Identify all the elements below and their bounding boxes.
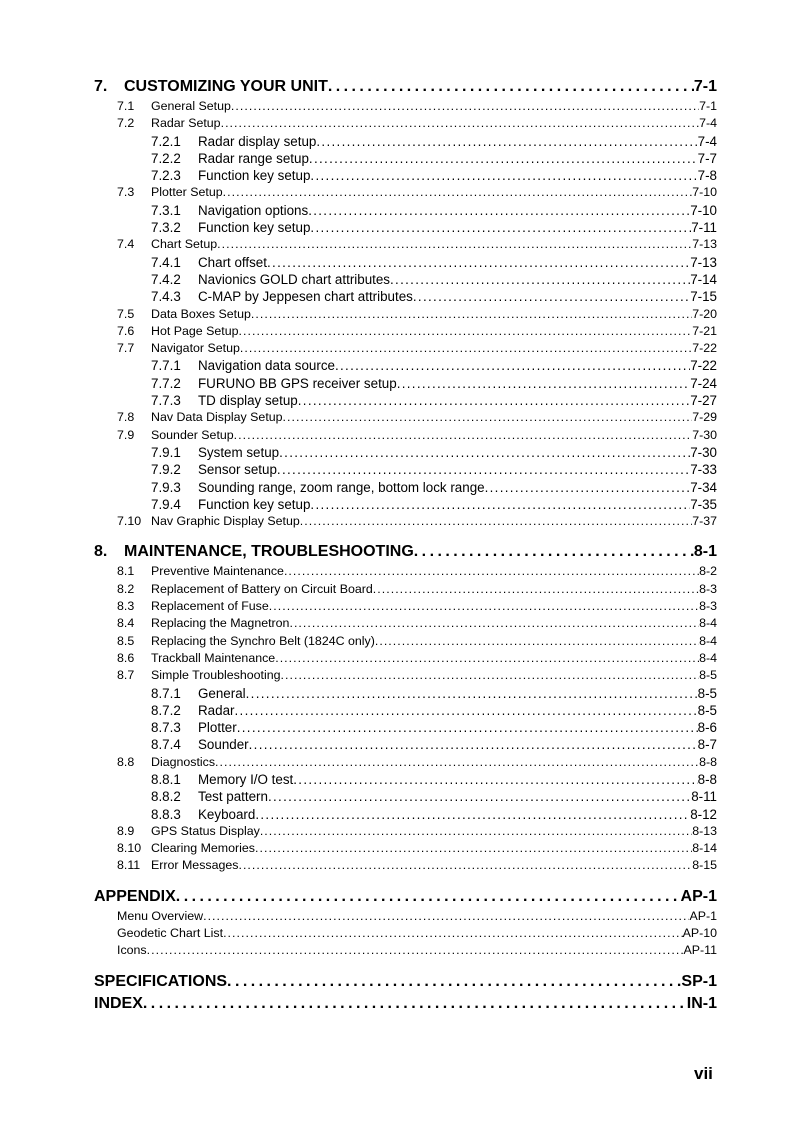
toc-entry-page: 7-22 bbox=[692, 341, 717, 356]
dot-leader bbox=[310, 219, 691, 236]
toc-entry bbox=[94, 236, 717, 253]
dot-leader bbox=[237, 719, 698, 736]
toc-entry bbox=[94, 115, 717, 132]
toc-entry-page: 8-11 bbox=[691, 789, 717, 805]
toc-entry-page: AP-1 bbox=[680, 887, 717, 905]
dot-leader bbox=[281, 667, 700, 684]
toc-entry bbox=[94, 202, 717, 219]
toc-entry-title: Function key setup bbox=[198, 496, 311, 512]
toc-entry-title: Radar range setup bbox=[198, 150, 309, 166]
dot-leader bbox=[308, 202, 690, 219]
toc-entry-number: 7.4.2 bbox=[151, 271, 181, 287]
toc-entry bbox=[94, 840, 717, 857]
toc-entry-page: 8-5 bbox=[699, 668, 717, 683]
toc-entry-number: 7.3.2 bbox=[151, 220, 181, 236]
toc-entry-page: AP-10 bbox=[682, 926, 717, 941]
toc-entry-page: AP-1 bbox=[689, 908, 717, 923]
toc-entry-title: Radar Setup bbox=[151, 116, 221, 131]
toc-entry-page: 7-10 bbox=[690, 202, 717, 218]
toc-entry-title: Function key setup bbox=[198, 220, 311, 236]
toc-entry-number: 7.9.1 bbox=[151, 444, 181, 460]
toc-entry-number: 7.7 bbox=[117, 341, 135, 356]
toc-entry-page: 7-4 bbox=[697, 133, 717, 149]
toc-entry-page: 8-4 bbox=[699, 616, 717, 631]
toc-entry-title: Test pattern bbox=[198, 789, 268, 805]
toc-entry-number: 8.9 bbox=[117, 823, 135, 838]
toc-entry-page: 7-15 bbox=[690, 289, 717, 305]
toc-entry-page: 8-12 bbox=[690, 806, 717, 822]
dot-leader bbox=[485, 479, 691, 496]
toc-entry-page: 7-33 bbox=[690, 462, 717, 478]
toc-entry-title: Geodetic Chart List bbox=[117, 926, 224, 941]
toc-entry bbox=[94, 409, 717, 426]
toc-entry-page: 7-8 bbox=[697, 168, 717, 184]
toc-entry-number: 7.9.4 bbox=[151, 496, 181, 512]
toc-entry-title: Icons bbox=[117, 943, 147, 958]
toc-entry-page: 8-6 bbox=[697, 720, 717, 736]
toc-entry-page: 7-21 bbox=[692, 323, 717, 338]
toc-entry-page: 8-13 bbox=[692, 823, 717, 838]
toc-entry-title: Preventive Maintenance bbox=[151, 564, 284, 579]
toc-entry-page: 7-34 bbox=[690, 479, 717, 495]
dot-leader bbox=[251, 306, 692, 323]
toc-entry-title: Error Messages bbox=[151, 858, 239, 873]
dot-leader bbox=[143, 993, 687, 1015]
toc-entry-title: C-MAP by Jeppesen chart attributes bbox=[198, 289, 413, 305]
toc-entry bbox=[94, 479, 717, 496]
toc-entry-number: 8.7.3 bbox=[151, 720, 181, 736]
toc-entry bbox=[94, 633, 717, 650]
dot-leader bbox=[147, 942, 684, 959]
toc-entry-title: Memory I/O test bbox=[198, 771, 294, 787]
toc-entry-title: Plotter Setup bbox=[151, 185, 223, 200]
toc-entry-title: Chart Setup bbox=[151, 237, 218, 252]
toc-entry-page: SP-1 bbox=[681, 972, 717, 990]
toc-entry-title: CUSTOMIZING YOUR UNIT bbox=[124, 78, 328, 95]
toc-entry-number: 7.5 bbox=[117, 306, 135, 321]
toc-entry-page: 7-4 bbox=[699, 116, 717, 131]
dot-leader bbox=[246, 685, 698, 702]
toc-entry-page: 7-14 bbox=[690, 271, 717, 287]
toc-entry-title: Sounding range, zoom range, bottom lock range bbox=[198, 479, 485, 495]
toc-entry-number: 8.2 bbox=[117, 581, 135, 596]
dot-leader bbox=[203, 908, 689, 925]
toc-entry bbox=[94, 98, 717, 115]
dot-leader bbox=[277, 461, 690, 478]
dot-leader bbox=[413, 288, 690, 305]
toc-entry-title: Clearing Memories bbox=[151, 841, 255, 856]
dot-leader bbox=[310, 167, 697, 184]
toc-entry-page: 7-10 bbox=[692, 185, 717, 200]
toc-entry-page: 8-5 bbox=[697, 702, 717, 718]
toc-entry-page: 7-13 bbox=[692, 237, 717, 252]
toc-entry-number: 8.10 bbox=[117, 841, 142, 856]
dot-leader bbox=[223, 184, 693, 201]
toc-entry bbox=[94, 650, 717, 667]
toc-entry bbox=[94, 427, 717, 444]
dot-leader bbox=[279, 444, 690, 461]
toc-entry-number: 7.7.1 bbox=[151, 358, 181, 374]
toc-entry-page: 8-8 bbox=[697, 771, 717, 787]
toc-entry-number: 8.7 bbox=[117, 668, 135, 683]
toc-entry-number: 7.8 bbox=[117, 410, 135, 425]
toc-entry-title: Navionics GOLD chart attributes bbox=[198, 271, 391, 287]
toc-entry bbox=[94, 788, 717, 805]
dot-leader bbox=[223, 925, 683, 942]
toc-entry-title: Navigator Setup bbox=[151, 341, 240, 356]
toc-entry-number: 7. bbox=[94, 78, 108, 95]
toc-entry-page: 8-3 bbox=[699, 581, 717, 596]
toc-entry-number: 8.8 bbox=[117, 754, 135, 769]
toc-entry-title: Chart offset bbox=[198, 254, 267, 270]
toc-entry-number: 8. bbox=[94, 543, 108, 561]
toc-entry bbox=[94, 150, 717, 167]
dot-leader bbox=[267, 254, 690, 271]
dot-leader bbox=[375, 633, 699, 650]
toc-entry bbox=[94, 581, 717, 598]
toc-entry-title: Radar display setup bbox=[198, 133, 317, 149]
dot-leader bbox=[234, 427, 693, 444]
toc-entry bbox=[94, 513, 717, 530]
toc-entry bbox=[94, 444, 717, 461]
toc-entry-page: 8-5 bbox=[697, 685, 717, 701]
toc-entry-page: IN-1 bbox=[686, 994, 717, 1012]
toc-entry bbox=[94, 254, 717, 271]
toc-entry-number: 7.10 bbox=[117, 514, 142, 529]
toc-entry bbox=[94, 219, 717, 236]
toc-entry-number: 7.9.3 bbox=[151, 479, 181, 495]
dot-leader bbox=[255, 806, 690, 823]
toc-entry-number: 7.3.1 bbox=[151, 202, 181, 218]
dot-leader bbox=[215, 754, 699, 771]
toc-entry-title: MAINTENANCE, TROUBLESHOOTING bbox=[124, 543, 414, 561]
toc-entry-number: 7.9.2 bbox=[151, 462, 181, 478]
dot-leader bbox=[217, 236, 692, 253]
toc-entry bbox=[94, 357, 717, 374]
toc-entry-title: Menu Overview bbox=[117, 908, 204, 923]
toc-entry bbox=[94, 340, 717, 357]
toc-entry-title: General bbox=[198, 685, 246, 701]
toc-entry-title: Hot Page Setup bbox=[151, 323, 239, 338]
dot-leader bbox=[234, 702, 697, 719]
toc-entry-page: 7-22 bbox=[690, 358, 717, 374]
dot-leader bbox=[239, 323, 693, 340]
toc-entry-title: Trackball Maintenance bbox=[151, 650, 276, 665]
toc-entry-page: 8-15 bbox=[692, 858, 717, 873]
dot-leader bbox=[414, 541, 694, 563]
toc-entry-page: 8-3 bbox=[699, 599, 717, 614]
dot-leader bbox=[390, 271, 690, 288]
dot-leader bbox=[284, 563, 699, 580]
dot-leader bbox=[240, 340, 692, 357]
toc-entry-number: 7.7.2 bbox=[151, 375, 181, 391]
toc-entry-title: SPECIFICATIONS bbox=[94, 972, 228, 990]
toc-entry-number: 8.6 bbox=[117, 650, 135, 665]
toc-entry bbox=[94, 667, 717, 684]
toc-entry-number: 8.5 bbox=[117, 633, 135, 648]
toc-entry-title: Keyboard bbox=[198, 806, 256, 822]
toc-entry-page: 7-13 bbox=[690, 254, 717, 270]
toc-entry-page: 7-20 bbox=[692, 306, 717, 321]
toc-entry-number: 8.4 bbox=[117, 616, 135, 631]
toc-entry bbox=[94, 857, 717, 874]
toc-entry-title: FURUNO BB GPS receiver setup bbox=[198, 375, 397, 391]
toc-entry-title: INDEX bbox=[94, 994, 143, 1012]
toc-entry-title: Sounder Setup bbox=[151, 427, 234, 442]
toc-entry-title: General Setup bbox=[151, 99, 231, 113]
toc-entry-page: 7-1 bbox=[693, 78, 717, 95]
toc-entry bbox=[94, 925, 717, 942]
toc-entry bbox=[94, 323, 717, 340]
toc-entry bbox=[94, 563, 717, 580]
toc-entry bbox=[94, 685, 717, 702]
toc-entry-page: 7-11 bbox=[691, 220, 717, 236]
toc-entry-number: 8.3 bbox=[117, 599, 135, 614]
dot-leader bbox=[238, 857, 692, 874]
toc-entry-title: Nav Graphic Display Setup bbox=[151, 514, 300, 529]
dot-leader bbox=[227, 971, 681, 993]
dot-leader bbox=[293, 771, 697, 788]
toc-entry bbox=[94, 754, 717, 771]
toc-entry-title: GPS Status Display bbox=[151, 823, 260, 838]
toc-entry-page: 7-37 bbox=[692, 514, 717, 529]
toc-entry bbox=[94, 736, 717, 753]
toc-entry bbox=[94, 288, 717, 305]
toc-entry bbox=[94, 375, 717, 392]
toc-entry-title: Replacement of Battery on Circuit Board bbox=[151, 581, 373, 596]
toc-entry bbox=[94, 392, 717, 409]
dot-leader bbox=[373, 581, 699, 598]
toc-entry-title: Replacement of Fuse bbox=[151, 599, 269, 614]
toc-entry-number: 8.7.1 bbox=[151, 685, 181, 701]
toc-entry bbox=[94, 615, 717, 632]
toc-entry-page: 7-7 bbox=[697, 150, 717, 166]
dot-leader bbox=[309, 150, 698, 167]
toc-entry-title: Data Boxes Setup bbox=[151, 306, 251, 321]
toc-entry bbox=[94, 133, 717, 150]
toc-entry-page: 7-1 bbox=[699, 99, 717, 113]
toc-entry bbox=[94, 541, 717, 563]
toc-entry-title: Replacing the Magnetron bbox=[151, 616, 290, 631]
dot-leader bbox=[269, 598, 699, 615]
toc-entry-number: 7.3 bbox=[117, 185, 135, 200]
toc-entry-number: 8.7.4 bbox=[151, 737, 181, 753]
dot-leader bbox=[289, 615, 699, 632]
toc-entry-page: 8-4 bbox=[699, 650, 717, 665]
toc-entry bbox=[94, 771, 717, 788]
toc-entry-title: Radar bbox=[198, 702, 235, 718]
toc-entry bbox=[94, 598, 717, 615]
dot-leader bbox=[275, 650, 699, 667]
toc-entry-number: 7.4.1 bbox=[151, 254, 181, 270]
toc-entry-page: 8-7 bbox=[697, 737, 717, 753]
toc-entry-number: 7.4 bbox=[117, 237, 135, 252]
toc-entry-number: 7.1 bbox=[117, 99, 135, 113]
dot-leader bbox=[335, 357, 690, 374]
toc-entry-title: Navigation options bbox=[198, 202, 309, 218]
toc-entry-page: 8-2 bbox=[699, 564, 717, 579]
toc-entry bbox=[94, 993, 717, 1015]
toc-entry-title: Function key setup bbox=[198, 168, 311, 184]
toc-entry-page: 8-8 bbox=[699, 754, 717, 769]
toc-entry-number: 8.8.3 bbox=[151, 806, 181, 822]
toc-entry-title: Sensor setup bbox=[198, 462, 277, 478]
toc-entry-page: 7-29 bbox=[692, 410, 717, 425]
toc-entry bbox=[94, 823, 717, 840]
dot-leader bbox=[283, 409, 693, 426]
toc-entry-number: 8.8.2 bbox=[151, 789, 181, 805]
toc-entry-page: 7-30 bbox=[692, 427, 717, 442]
toc-entry bbox=[94, 971, 717, 993]
toc-entry-number: 7.4.3 bbox=[151, 289, 181, 305]
toc-entry-number: 8.7.2 bbox=[151, 702, 181, 718]
toc-entry-title: Simple Troubleshooting bbox=[151, 668, 281, 683]
toc-entry-title: Plotter bbox=[198, 720, 237, 736]
toc-entry-title: System setup bbox=[198, 444, 280, 460]
toc-entry bbox=[94, 306, 717, 323]
toc-entry bbox=[94, 76, 717, 98]
dot-leader bbox=[231, 98, 699, 115]
dot-leader bbox=[255, 840, 692, 857]
toc-entry-number: 7.2.2 bbox=[151, 150, 181, 166]
toc-entry-page: 7-30 bbox=[690, 444, 717, 460]
toc-entry bbox=[94, 806, 717, 823]
dot-leader bbox=[260, 823, 692, 840]
dot-leader bbox=[268, 788, 691, 805]
toc-entry-number: 7.9 bbox=[117, 427, 135, 442]
toc-entry bbox=[94, 908, 717, 925]
dot-leader bbox=[221, 115, 700, 132]
toc-entry-title: Replacing the Synchro Belt (1824C only) bbox=[151, 633, 375, 648]
toc-entry-number: 8.11 bbox=[117, 858, 141, 873]
toc-entry bbox=[94, 886, 717, 908]
toc-entry-title: Nav Data Display Setup bbox=[151, 410, 283, 425]
toc-entry bbox=[94, 942, 717, 959]
dot-leader bbox=[397, 375, 691, 392]
table-of-contents bbox=[94, 76, 717, 1015]
toc-entry bbox=[94, 496, 717, 513]
dot-leader bbox=[316, 133, 697, 150]
toc-entry-number: 8.1 bbox=[117, 564, 135, 579]
dot-leader bbox=[328, 76, 694, 98]
dot-leader bbox=[298, 392, 690, 409]
toc-entry bbox=[94, 461, 717, 478]
toc-entry-page: AP-11 bbox=[683, 943, 717, 958]
toc-entry-page: 8-14 bbox=[692, 841, 717, 856]
toc-entry-title: APPENDIX bbox=[94, 887, 176, 905]
toc-entry bbox=[94, 184, 717, 201]
toc-entry bbox=[94, 167, 717, 184]
toc-entry-page: 7-35 bbox=[690, 496, 717, 512]
page-number: vii bbox=[694, 1064, 713, 1083]
toc-entry-title: Diagnostics bbox=[151, 754, 216, 769]
toc-entry bbox=[94, 702, 717, 719]
dot-leader bbox=[310, 496, 690, 513]
toc-entry-number: 7.6 bbox=[117, 323, 135, 338]
toc-entry-title: Sounder bbox=[198, 737, 249, 753]
toc-entry-title: Navigation data source bbox=[198, 358, 335, 374]
dot-leader bbox=[300, 513, 692, 530]
dot-leader bbox=[176, 886, 681, 908]
toc-entry bbox=[94, 719, 717, 736]
toc-entry-number: 8.8.1 bbox=[151, 771, 181, 787]
toc-entry-page: 8-4 bbox=[699, 633, 717, 648]
toc-entry-number: 7.2.1 bbox=[151, 133, 181, 149]
toc-entry-title: TD display setup bbox=[198, 393, 298, 409]
toc-entry-page: 7-24 bbox=[690, 375, 717, 391]
toc-entry-page: 7-27 bbox=[690, 393, 717, 409]
toc-entry-number: 7.2.3 bbox=[151, 168, 181, 184]
toc-entry-number: 7.2 bbox=[117, 116, 135, 131]
toc-entry-number: 7.7.3 bbox=[151, 393, 181, 409]
toc-entry bbox=[94, 271, 717, 288]
dot-leader bbox=[249, 736, 698, 753]
toc-entry-page: 8-1 bbox=[693, 543, 717, 561]
